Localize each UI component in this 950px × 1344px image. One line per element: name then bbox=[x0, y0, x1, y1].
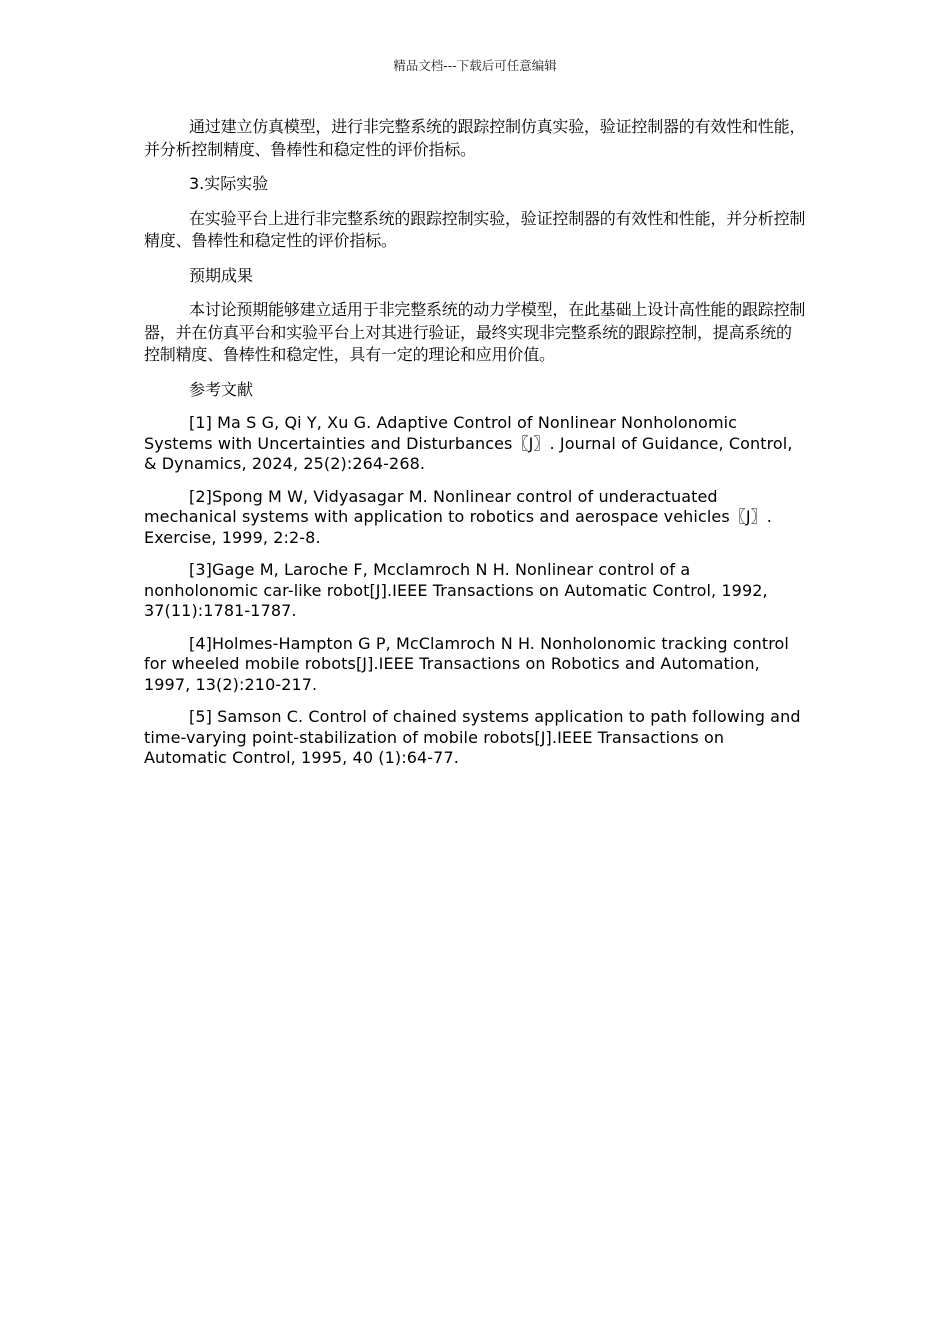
section-heading-experiment: 3.实际实验 bbox=[189, 174, 269, 193]
page-header: 精品文档---下载后可任意编辑 bbox=[393, 58, 557, 73]
reference-item: [1] Ma S G, Qi Y, Xu G. Adaptive Control of Nonlinear Nonholonomic Systems with Uncertainties and Disturbances〖J〗. Journal of Guidance, Control, & Dynamics, 2024, 25(2):264-268. bbox=[144, 413, 793, 473]
section-heading-references: 参考文献 bbox=[189, 379, 254, 399]
paragraph-simulation: 通过建立仿真模型，进行非完整系统的跟踪控制仿真实验，验证控制器的有效性和性能，并分析控制精度、鲁棒性和稳定性的评价指标。 bbox=[144, 117, 806, 159]
reference-item: [4]Holmes-Hampton G P, McClamroch N H. Nonholonomic tracking control for wheeled mobile robots[J].IEEE Transactions on Robotics and Automation, 1997, 13(2):210-217. bbox=[144, 633, 789, 694]
section-heading-expected-results: 预期成果 bbox=[189, 265, 254, 285]
document-body bbox=[144, 116, 806, 781]
paragraph-expected-results: 本讨论预期能够建立适用于非完整系统的动力学模型，在此基础上设计高性能的跟踪控制器，并在仿真平台和实验平台上对其进行验证，最终实现非完整系统的跟踪控制，提高系统的控制精度、鲁棒性和稳定性，具有一定的理论和应用价值。 bbox=[144, 300, 806, 364]
reference-item: [2]Spong M W, Vidyasagar M. Nonlinear control of underactuated mechanical systems with application to robotics and aerospace vehicles〖J〗. Exercise, 1999, 2:2-8. bbox=[144, 486, 772, 547]
paragraph-experiment: 在实验平台上进行非完整系统的跟踪控制实验，验证控制器的有效性和性能，并分析控制精度、鲁棒性和稳定性的评价指标。 bbox=[144, 208, 806, 250]
reference-item: [3]Gage M, Laroche F, Mcclamroch N H. Nonlinear control of a nonholonomic car-like robot[J].IEEE Transactions on Automatic Control, 1992, 37(11):1781-1787. bbox=[144, 560, 768, 620]
reference-list bbox=[144, 413, 806, 769]
reference-item: [5] Samson C. Control of chained systems application to path following and time-varying point-stabilization of mobile robots[J].IEEE Transactions on Automatic Control, 1995, 40 (1):64-77. bbox=[144, 707, 801, 767]
